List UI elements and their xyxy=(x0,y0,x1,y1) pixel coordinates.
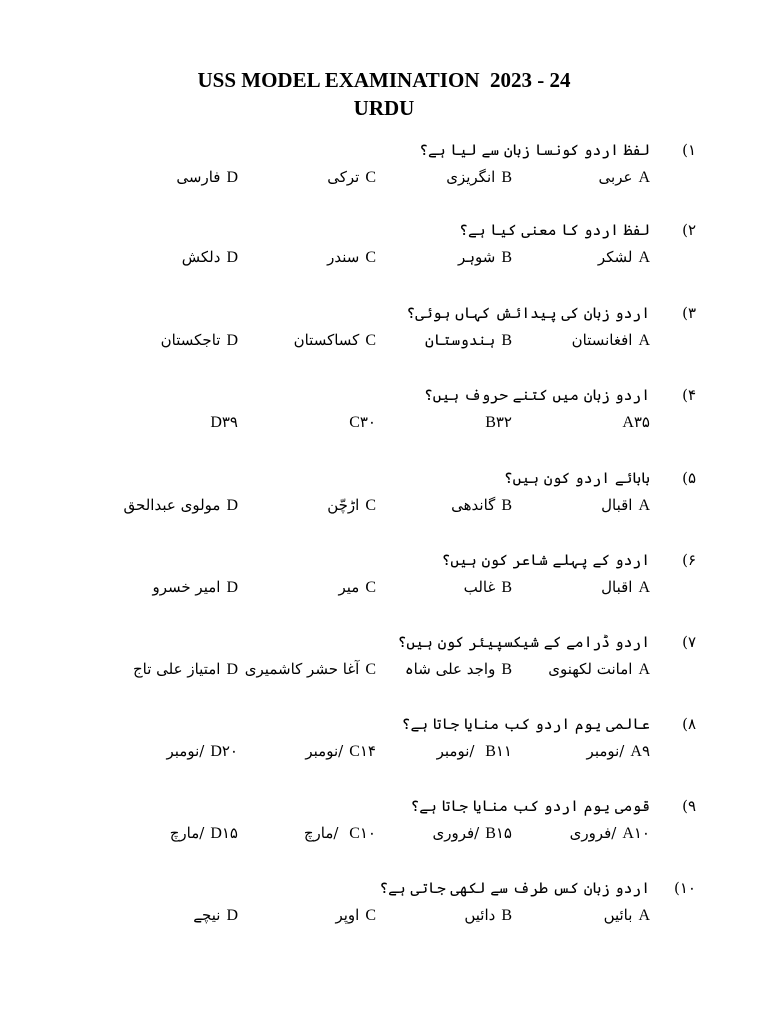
option-letter: D xyxy=(226,249,238,266)
question-number: ۲) xyxy=(682,221,696,239)
question-8 xyxy=(0,714,768,774)
option-letter: D xyxy=(226,579,238,596)
option-b xyxy=(458,247,512,268)
question-text: لفظ اردو کا معنی کیا ہے؟ xyxy=(459,221,650,239)
option-a xyxy=(570,823,650,844)
option-d xyxy=(133,659,238,680)
question-text: اردو زبان میں کتنے حروف ہیں؟ xyxy=(424,386,650,404)
option-letter: D xyxy=(226,497,238,514)
option-letter: C xyxy=(349,414,360,431)
question-text: بابائے اردو کون ہیں؟ xyxy=(503,469,650,487)
question-7 xyxy=(0,632,768,692)
option-b xyxy=(405,659,512,680)
option-letter: C xyxy=(365,249,376,266)
option-letter: B xyxy=(501,579,512,596)
option-letter: A xyxy=(638,497,650,514)
question-number: ۱۰) xyxy=(674,879,696,897)
option-text: شوہر xyxy=(457,248,496,266)
option-text: واجد علی شاہ xyxy=(404,660,496,678)
option-text: افغانستان xyxy=(571,331,633,349)
option-text: ۳۲ xyxy=(495,413,512,431)
option-text: ۲۰/نومبر xyxy=(166,742,238,760)
option-c xyxy=(343,412,376,433)
question-text: اردو ڈرامے کے شیکسپیئر کون ہیں؟ xyxy=(397,633,650,651)
option-text: نیچے xyxy=(193,906,221,924)
option-a xyxy=(616,412,650,433)
option-text: ۱۵/مارچ xyxy=(169,824,238,842)
option-letter: A xyxy=(638,332,650,349)
option-text: دائیں xyxy=(464,906,496,924)
option-d xyxy=(204,412,238,433)
question-4 xyxy=(0,385,768,445)
option-letter: D xyxy=(210,825,222,842)
option-text: اڑچّن xyxy=(327,496,360,514)
option-b xyxy=(437,741,512,762)
option-letter: A xyxy=(638,579,650,596)
option-text: ۹/نومبر xyxy=(586,742,650,760)
option-text: ۱۴/نومبر xyxy=(305,742,376,760)
question-text: لفظ اردو کونسا زبان سے لیا ہے؟ xyxy=(419,141,650,159)
option-text: تاجکستان xyxy=(160,331,221,349)
option-letter: A xyxy=(622,414,634,431)
option-text: ۳۰ xyxy=(359,413,376,431)
option-d xyxy=(152,577,238,598)
option-text: ۳۹ xyxy=(221,413,238,431)
question-number: ۱) xyxy=(682,141,696,159)
option-text: غالب xyxy=(463,578,496,596)
option-letter: D xyxy=(226,332,238,349)
option-letter: B xyxy=(501,249,512,266)
option-text: امانت لکھنوی xyxy=(548,660,633,678)
option-c xyxy=(305,741,376,762)
option-c xyxy=(335,905,376,926)
option-b xyxy=(432,823,512,844)
option-letter: C xyxy=(365,579,376,596)
option-text: امیر خسرو xyxy=(152,578,221,596)
question-number: ۳) xyxy=(682,304,696,322)
question-text: اردو زبان کی پیدائش کہاں ہوئی؟ xyxy=(406,304,650,322)
question-3 xyxy=(0,303,768,363)
option-text: اوپر xyxy=(335,906,360,924)
option-letter: C xyxy=(365,169,376,186)
option-letter: B xyxy=(501,907,512,924)
option-letter: C xyxy=(365,661,376,678)
question-number: ۷) xyxy=(682,633,696,651)
option-d xyxy=(124,495,238,516)
option-text: ۱۵/فروری xyxy=(432,824,512,842)
option-text: اقبال xyxy=(601,578,633,596)
question-1 xyxy=(0,140,768,200)
option-letter: B xyxy=(485,414,496,431)
option-a xyxy=(599,167,650,188)
option-b xyxy=(451,495,512,516)
question-text: قومی یوم اردو کب منایا جاتا ہے؟ xyxy=(410,797,650,815)
option-c xyxy=(327,247,376,268)
question-number: ۴) xyxy=(682,386,696,404)
option-letter: C xyxy=(365,332,376,349)
option-letter: A xyxy=(638,661,650,678)
option-text: ترکی xyxy=(327,168,360,186)
option-text: میر xyxy=(338,578,360,596)
option-text: ۱۱ /نومبر xyxy=(436,742,512,760)
option-letter: B xyxy=(501,169,512,186)
option-text: فارسی xyxy=(176,168,221,186)
option-letter: D xyxy=(226,907,238,924)
option-text: امتیاز علی تاج xyxy=(132,660,221,678)
option-text: بائیں xyxy=(603,906,633,924)
option-b xyxy=(464,577,512,598)
option-c xyxy=(338,577,376,598)
option-c xyxy=(327,167,376,188)
option-text: گاندھی xyxy=(451,496,496,514)
option-c xyxy=(245,659,376,680)
question-text: عالمی یوم اردو کب منایا جاتا ہے؟ xyxy=(401,715,650,733)
option-letter: D xyxy=(226,169,238,186)
option-letter: C xyxy=(349,825,360,842)
option-letter: A xyxy=(638,169,650,186)
option-d xyxy=(161,330,238,351)
question-text: اردو کے پہلے شاعر کون ہیں؟ xyxy=(441,551,650,569)
option-d xyxy=(193,905,238,926)
question-number: ۹) xyxy=(682,797,696,815)
option-letter: B xyxy=(501,661,512,678)
option-a xyxy=(572,330,650,351)
question-text: اردو زبان کس طرف سے لکھی جاتی ہے؟ xyxy=(379,879,650,897)
option-b xyxy=(479,412,512,433)
option-text: ہندوستان xyxy=(425,331,496,349)
option-text: انگریزی xyxy=(446,168,496,186)
question-10 xyxy=(0,878,768,938)
option-letter: C xyxy=(349,743,360,760)
option-text: ۱۰ /مارچ xyxy=(303,824,376,842)
option-text: مولوی عبدالحق xyxy=(123,496,221,514)
exam-title: USS MODEL EXAMINATION 2023 - 24 xyxy=(197,68,571,92)
option-letter: D xyxy=(210,414,222,431)
question-2 xyxy=(0,220,768,280)
question-9 xyxy=(0,796,768,856)
subject-title: URDU xyxy=(353,96,415,120)
option-a xyxy=(604,905,650,926)
option-text: سندر xyxy=(327,248,360,266)
option-a xyxy=(548,659,650,680)
option-text: آغا حشر کاشمیری xyxy=(244,660,360,678)
question-number: ۶) xyxy=(682,551,696,569)
option-text: لشکر xyxy=(597,248,633,266)
option-c xyxy=(304,823,376,844)
option-d xyxy=(166,741,238,762)
option-b xyxy=(446,167,512,188)
option-letter: A xyxy=(622,825,634,842)
option-letter: B xyxy=(485,743,496,760)
option-letter: D xyxy=(226,661,238,678)
option-a xyxy=(598,247,650,268)
option-letter: B xyxy=(501,497,512,514)
option-d xyxy=(170,823,238,844)
option-b xyxy=(464,905,512,926)
option-text: کساکستان xyxy=(293,331,360,349)
question-5 xyxy=(0,468,768,528)
option-text: اقبال xyxy=(601,496,633,514)
option-d xyxy=(182,247,238,268)
option-a xyxy=(587,741,650,762)
option-b xyxy=(425,330,512,351)
option-letter: D xyxy=(210,743,222,760)
option-letter: B xyxy=(501,332,512,349)
option-text: دلکش xyxy=(181,248,221,266)
option-text: عربی xyxy=(598,168,633,186)
question-6 xyxy=(0,550,768,610)
option-letter: C xyxy=(365,497,376,514)
option-c xyxy=(294,330,376,351)
option-a xyxy=(601,577,650,598)
question-number: ۵) xyxy=(682,469,696,487)
option-letter: A xyxy=(630,743,642,760)
option-letter: C xyxy=(365,907,376,924)
option-letter: A xyxy=(638,249,650,266)
option-d xyxy=(176,167,238,188)
option-letter: B xyxy=(485,825,496,842)
option-letter: A xyxy=(638,907,650,924)
question-number: ۸) xyxy=(682,715,696,733)
option-text: ۱۰/فروری xyxy=(569,824,650,842)
option-c xyxy=(327,495,376,516)
option-text: ۳۵ xyxy=(633,413,650,431)
option-a xyxy=(601,495,650,516)
